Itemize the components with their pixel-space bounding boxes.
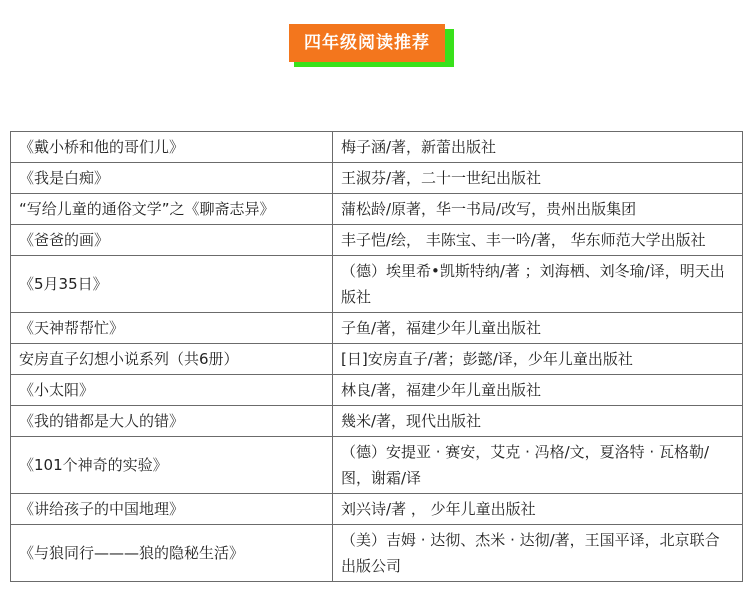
book-title-cell: 《我是白痴》 (11, 163, 333, 194)
book-info-cell: （德）埃里希•凯斯特纳/著 ；刘海栖、刘冬瑜/译，明天出版社 (333, 256, 743, 313)
table-row (11, 525, 743, 582)
table-row (11, 437, 743, 494)
book-list-table (10, 131, 743, 582)
table-row (11, 132, 743, 163)
book-info-cell: 蒲松龄/原著，华一书局/改写，贵州出版集团 (333, 194, 743, 225)
table-row (11, 344, 743, 375)
book-info-cell: 丰子恺/绘， 丰陈宝、丰一吟/著， 华东师范大学出版社 (333, 225, 743, 256)
book-info-cell: [日]安房直子/著；彭懿/译，少年儿童出版社 (333, 344, 743, 375)
book-info-cell: 林良/著，福建少年儿童出版社 (333, 375, 743, 406)
table-row (11, 194, 743, 225)
book-title-cell: 《5月35日》 (11, 256, 333, 313)
table-row (11, 256, 743, 313)
book-title-cell: 《101个神奇的实验》 (11, 437, 333, 494)
book-title-cell: 《我的错都是大人的错》 (11, 406, 333, 437)
book-info-cell: （德）安提亚 · 赛安，艾克 · 冯格/文，夏洛特 · 瓦格勒/图，谢霜/译 (333, 437, 743, 494)
book-info-cell: （美）吉姆 · 达彻、杰米 · 达彻/著，王国平译，北京联合出版公司 (333, 525, 743, 582)
book-title-cell: 《讲给孩子的中国地理》 (11, 494, 333, 525)
book-info-cell: 幾米/著，现代出版社 (333, 406, 743, 437)
book-title-cell: 《戴小桥和他的哥们儿》 (11, 132, 333, 163)
book-title-cell: 《与狼同行———狼的隐秘生活》 (11, 525, 333, 582)
table-row (11, 225, 743, 256)
book-title-cell: 安房直子幻想小说系列（共6册） (11, 344, 333, 375)
book-title-cell: 《天神帮帮忙》 (11, 313, 333, 344)
book-list-body (11, 132, 743, 582)
table-row (11, 406, 743, 437)
book-info-cell: 刘兴诗/著 ， 少年儿童出版社 (333, 494, 743, 525)
table-row (11, 375, 743, 406)
book-info-cell: 王淑芬/著，二十一世纪出版社 (333, 163, 743, 194)
page-title: 四年级阅读推荐 (289, 24, 445, 62)
title-banner (289, 24, 449, 64)
table-row (11, 313, 743, 344)
book-title-cell: “写给儿童的通俗文学”之《聊斋志异》 (11, 194, 333, 225)
book-title-cell: 《爸爸的画》 (11, 225, 333, 256)
table-row (11, 494, 743, 525)
table-row (11, 163, 743, 194)
book-info-cell: 梅子涵/著，新蕾出版社 (333, 132, 743, 163)
book-info-cell: 子鱼/著，福建少年儿童出版社 (333, 313, 743, 344)
book-title-cell: 《小太阳》 (11, 375, 333, 406)
